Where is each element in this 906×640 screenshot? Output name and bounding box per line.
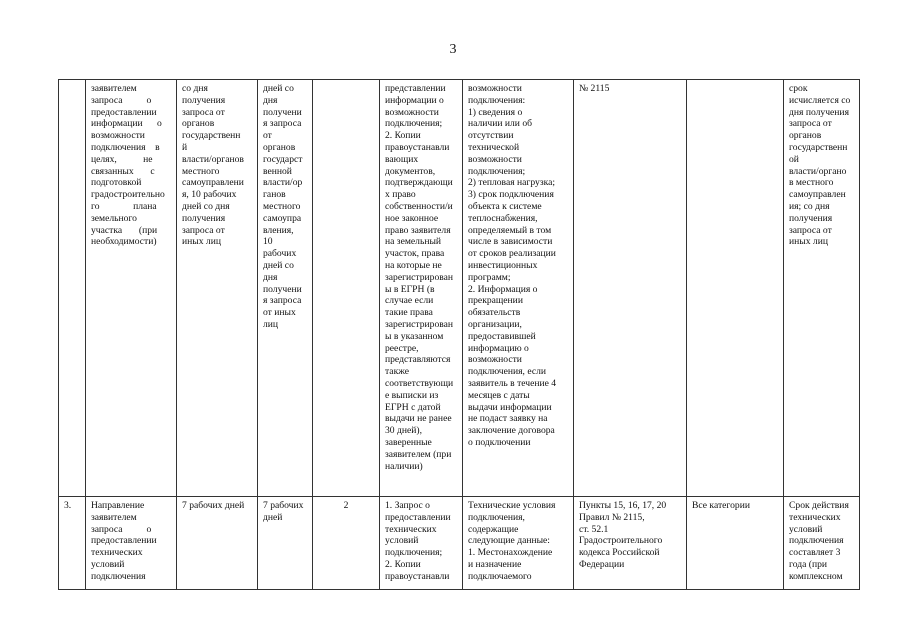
notes-cell: срок исчисляется со дня получения запроса от органов государственн ой власти/органо в местного самоуправлен ия; со дня получения запроса от иных лиц <box>784 80 860 497</box>
row-number-cell <box>59 80 86 497</box>
applicant-category-cell <box>687 80 784 497</box>
result-text: Технические условия подключения, содержащие следующие данные: 1. Местонахождение и назначение подключаемого <box>468 500 556 582</box>
procedure-name-cell <box>86 497 177 590</box>
term-alt-cell: дней со дня получени я запроса от органов государст венной власти/ор ганов местного самоупра вления, 10 рабочих дней со дня получени я запроса от иных лиц <box>258 80 313 497</box>
applicant-category-cell <box>687 497 784 590</box>
term-alt-cell <box>258 497 313 590</box>
result-cell: возможности подключения: 1) сведения о наличии или об отсутствии технической возможности подключения; 2) тепловая нагрузка; 3) срок подключения объекта к системе теплоснабжения, определяемый в том числе в зависимости от сроков реализации инвестиционных программ; 2. Информация о прекращении обязательств организации, предоставившей информацию о возможности подключения, если заявитель в течение 4 месяцев с даты выдачи информации не подаст заявку на заключение договора о подключении <box>463 80 574 497</box>
row-number-cell <box>59 497 86 590</box>
table-row <box>59 80 860 497</box>
term-cell: со дня получения запроса от органов государственн й власти/органов местного самоуправлени я, 10 рабочих дней со дня получения запроса от иных лиц <box>177 80 258 497</box>
documents-count-text: 2 <box>343 500 349 511</box>
result-cell <box>463 497 574 590</box>
notes-cell <box>784 497 860 590</box>
procedure-name-cell: заявителем запроса о предоставлении информации о возможности подключения в целях, не связанных с подготовкой градостроительно го плана земельного участка (при необходимости) <box>86 80 177 497</box>
notes-text: Срок действия технических условий подключения составляет 3 года (при комплексном <box>789 500 849 582</box>
documents-count-cell <box>313 80 380 497</box>
documents-list-text: 1. Запрос о предоставлении технических условий подключения; 2. Копии правоустанавли <box>385 500 451 582</box>
legal-basis-cell: № 2115 <box>574 80 687 497</box>
legal-basis-text: Пункты 15, 16, 17, 20 Правил № 2115, ст. 52.1 Градостроительного кодекса Российской Федерации <box>579 500 667 570</box>
page-number: 3 <box>449 42 457 57</box>
procedure-name-text: Направление заявителем запроса о предоставлении технических условий подключения <box>91 500 157 582</box>
documents-list-cell: представлении информации о возможности подключения; 2. Копии правоустанавли вающих документов, подтверждающи х право собственности/и ное законное право заявителя на земельный участок, права на которые не зарегистрирован ы в ЕГРН (в случае если такие права зарегистрирован ы в указанном реестре, представляются также соответствующи е выписки из ЕГРН с датой выдачи не ранее 30 дней), заверенные заявителем (при наличии) <box>380 80 463 497</box>
documents-count-cell <box>313 497 380 590</box>
applicant-category-text: Все категории <box>692 500 750 511</box>
documents-list-cell <box>380 497 463 590</box>
row-number-text: 3. <box>64 500 72 511</box>
term-cell <box>177 497 258 590</box>
term-text: 7 рабочих дней <box>182 500 245 511</box>
services-table <box>58 79 860 590</box>
table-row <box>59 497 860 590</box>
term-alt-text: 7 рабочих дней <box>263 500 304 523</box>
legal-basis-cell <box>574 497 687 590</box>
